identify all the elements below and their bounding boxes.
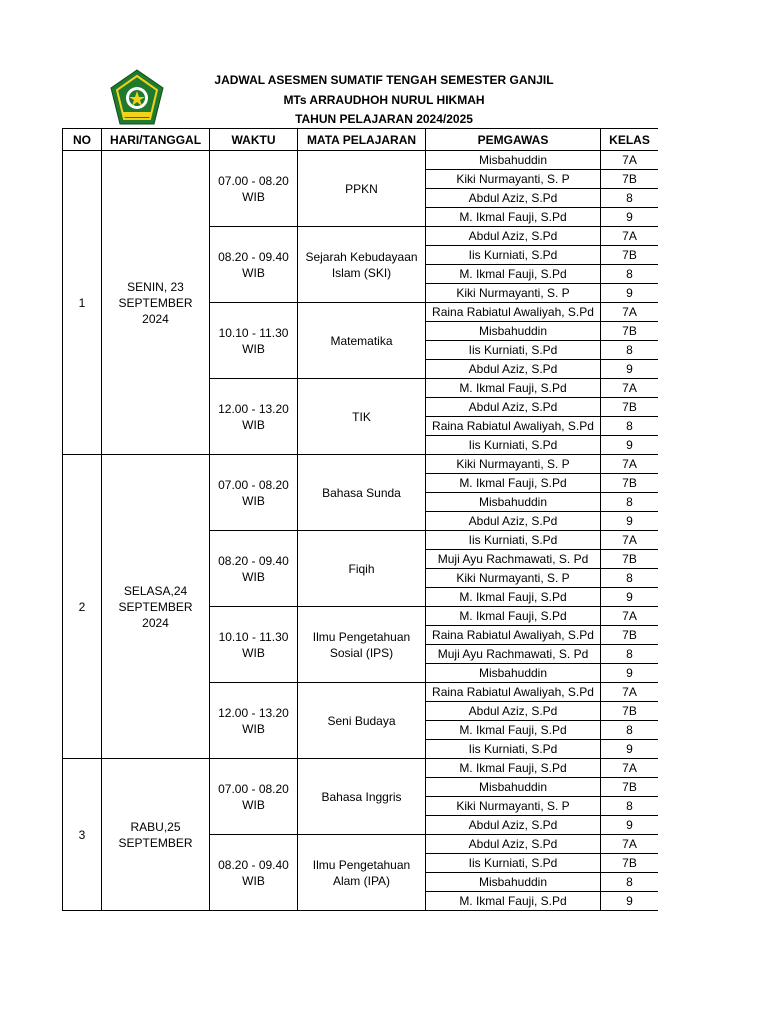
col-header-time: WAKTU — [210, 129, 298, 151]
class-cell: 7B — [601, 550, 659, 569]
class-cell: 7B — [601, 474, 659, 493]
proctor-cell: Kiki Nurmayanti, S. P — [426, 170, 601, 189]
subject-cell: Seni Budaya — [298, 683, 426, 759]
proctor-cell: Misbahuddin — [426, 151, 601, 170]
class-cell: 7A — [601, 683, 659, 702]
class-cell: 9 — [601, 360, 659, 379]
proctor-cell: Abdul Aziz, S.Pd — [426, 398, 601, 417]
class-cell: 7B — [601, 246, 659, 265]
class-cell: 9 — [601, 512, 659, 531]
col-header-proctor: PEMGAWAS — [426, 129, 601, 151]
class-cell: 8 — [601, 417, 659, 436]
session-time-cell: 10.10 - 11.30 WIB — [210, 303, 298, 379]
class-cell: 7A — [601, 607, 659, 626]
proctor-cell: Kiki Nurmayanti, S. P — [426, 455, 601, 474]
session-time-cell: 10.10 - 11.30 WIB — [210, 607, 298, 683]
class-cell: 9 — [601, 816, 659, 835]
proctor-cell: M. Ikmal Fauji, S.Pd — [426, 721, 601, 740]
proctor-cell: Iis Kurniati, S.Pd — [426, 436, 601, 455]
proctor-cell: Misbahuddin — [426, 493, 601, 512]
proctor-cell: Abdul Aziz, S.Pd — [426, 512, 601, 531]
col-header-class: KELAS — [601, 129, 659, 151]
class-cell: 9 — [601, 208, 659, 227]
proctor-cell: M. Ikmal Fauji, S.Pd — [426, 759, 601, 778]
session-time-cell: 12.00 - 13.20 WIB — [210, 683, 298, 759]
subject-cell: TIK — [298, 379, 426, 455]
day-number-cell: 3 — [63, 759, 102, 911]
class-cell: 8 — [601, 797, 659, 816]
class-cell: 9 — [601, 740, 659, 759]
schedule-table-wrapper — [62, 128, 658, 936]
proctor-cell: Raina Rabiatul Awaliyah, S.Pd — [426, 303, 601, 322]
table-row — [63, 759, 659, 778]
subject-cell: Ilmu Pengetahuan Sosial (IPS) — [298, 607, 426, 683]
class-cell: 7A — [601, 379, 659, 398]
subject-cell: PPKN — [298, 151, 426, 227]
session-time-cell: 08.20 - 09.40 WIB — [210, 227, 298, 303]
class-cell: 7B — [601, 778, 659, 797]
class-cell: 7A — [601, 303, 659, 322]
class-cell: 8 — [601, 569, 659, 588]
academic-year: TAHUN PELAJARAN 2024/2025 — [295, 112, 473, 126]
schedule-table — [62, 128, 658, 911]
proctor-cell: Abdul Aziz, S.Pd — [426, 227, 601, 246]
proctor-cell: Abdul Aziz, S.Pd — [426, 189, 601, 208]
class-cell: 9 — [601, 664, 659, 683]
class-cell: 8 — [601, 645, 659, 664]
proctor-cell: Iis Kurniati, S.Pd — [426, 740, 601, 759]
proctor-cell: Raina Rabiatul Awaliyah, S.Pd — [426, 417, 601, 436]
table-row — [63, 151, 659, 170]
class-cell: 8 — [601, 721, 659, 740]
col-header-day: HARI/TANGGAL — [102, 129, 210, 151]
day-date-cell: RABU,25 SEPTEMBER — [102, 759, 210, 911]
proctor-cell: Kiki Nurmayanti, S. P — [426, 284, 601, 303]
table-row — [63, 455, 659, 474]
proctor-cell: M. Ikmal Fauji, S.Pd — [426, 265, 601, 284]
subject-cell: Sejarah Kebudayaan Islam (SKI) — [298, 227, 426, 303]
session-time-cell: 07.00 - 08.20 WIB — [210, 759, 298, 835]
proctor-cell: Raina Rabiatul Awaliyah, S.Pd — [426, 626, 601, 645]
class-cell: 7A — [601, 227, 659, 246]
day-date-cell: SENIN, 23 SEPTEMBER 2024 — [102, 151, 210, 455]
class-cell: 7A — [601, 531, 659, 550]
proctor-cell: Kiki Nurmayanti, S. P — [426, 569, 601, 588]
proctor-cell: Abdul Aziz, S.Pd — [426, 360, 601, 379]
class-cell: 7B — [601, 322, 659, 341]
day-number-cell: 1 — [63, 151, 102, 455]
proctor-cell: Iis Kurniati, S.Pd — [426, 854, 601, 873]
subject-cell: Bahasa Sunda — [298, 455, 426, 531]
day-date-cell: SELASA,24 SEPTEMBER 2024 — [102, 455, 210, 759]
col-header-no: NO — [63, 129, 102, 151]
class-cell: 7A — [601, 835, 659, 854]
session-time-cell: 07.00 - 08.20 WIB — [210, 455, 298, 531]
proctor-cell: Muji Ayu Rachmawati, S. Pd — [426, 550, 601, 569]
class-cell: 7A — [601, 759, 659, 778]
class-cell: 9 — [601, 588, 659, 607]
class-cell: 7B — [601, 626, 659, 645]
table-header-row — [63, 129, 659, 151]
class-cell: 8 — [601, 493, 659, 512]
proctor-cell: Misbahuddin — [426, 664, 601, 683]
proctor-cell: Misbahuddin — [426, 778, 601, 797]
document-header — [0, 0, 768, 128]
class-cell: 7A — [601, 151, 659, 170]
subject-cell: Ilmu Pengetahuan Alam (IPA) — [298, 835, 426, 911]
session-time-cell: 08.20 - 09.40 WIB — [210, 531, 298, 607]
subject-cell: Fiqih — [298, 531, 426, 607]
proctor-cell: Kiki Nurmayanti, S. P — [426, 797, 601, 816]
proctor-cell: Misbahuddin — [426, 873, 601, 892]
proctor-cell: Muji Ayu Rachmawati, S. Pd — [426, 645, 601, 664]
col-header-subject: MATA PELAJARAN — [298, 129, 426, 151]
class-cell: 7B — [601, 170, 659, 189]
proctor-cell: M. Ikmal Fauji, S.Pd — [426, 607, 601, 626]
session-time-cell: 12.00 - 13.20 WIB — [210, 379, 298, 455]
proctor-cell: Iis Kurniati, S.Pd — [426, 531, 601, 550]
class-cell: 8 — [601, 189, 659, 208]
class-cell: 8 — [601, 265, 659, 284]
class-cell: 7B — [601, 854, 659, 873]
proctor-cell: Misbahuddin — [426, 322, 601, 341]
proctor-cell: Abdul Aziz, S.Pd — [426, 835, 601, 854]
proctor-cell: M. Ikmal Fauji, S.Pd — [426, 379, 601, 398]
class-cell: 8 — [601, 873, 659, 892]
subject-cell: Bahasa Inggris — [298, 759, 426, 835]
proctor-cell: M. Ikmal Fauji, S.Pd — [426, 588, 601, 607]
proctor-cell: Iis Kurniati, S.Pd — [426, 341, 601, 360]
class-cell: 9 — [601, 284, 659, 303]
proctor-cell: M. Ikmal Fauji, S.Pd — [426, 474, 601, 493]
class-cell: 7B — [601, 398, 659, 417]
class-cell: 7A — [601, 455, 659, 474]
session-time-cell: 07.00 - 08.20 WIB — [210, 151, 298, 227]
class-cell: 8 — [601, 341, 659, 360]
day-number-cell: 2 — [63, 455, 102, 759]
proctor-cell: M. Ikmal Fauji, S.Pd — [426, 208, 601, 227]
proctor-cell: Raina Rabiatul Awaliyah, S.Pd — [426, 683, 601, 702]
proctor-cell: Abdul Aziz, S.Pd — [426, 702, 601, 721]
doc-title: JADWAL ASESMEN SUMATIF TENGAH SEMESTER GANJIL — [214, 73, 554, 87]
proctor-cell: Abdul Aziz, S.Pd — [426, 816, 601, 835]
proctor-cell: Iis Kurniati, S.Pd — [426, 246, 601, 265]
class-cell: 7B — [601, 702, 659, 721]
session-time-cell: 08.20 - 09.40 WIB — [210, 835, 298, 911]
proctor-cell: M. Ikmal Fauji, S.Pd — [426, 892, 601, 911]
class-cell: 9 — [601, 892, 659, 911]
school-name: MTs ARRAUDHOH NURUL HIKMAH — [283, 93, 485, 107]
class-cell: 9 — [601, 436, 659, 455]
subject-cell: Matematika — [298, 303, 426, 379]
